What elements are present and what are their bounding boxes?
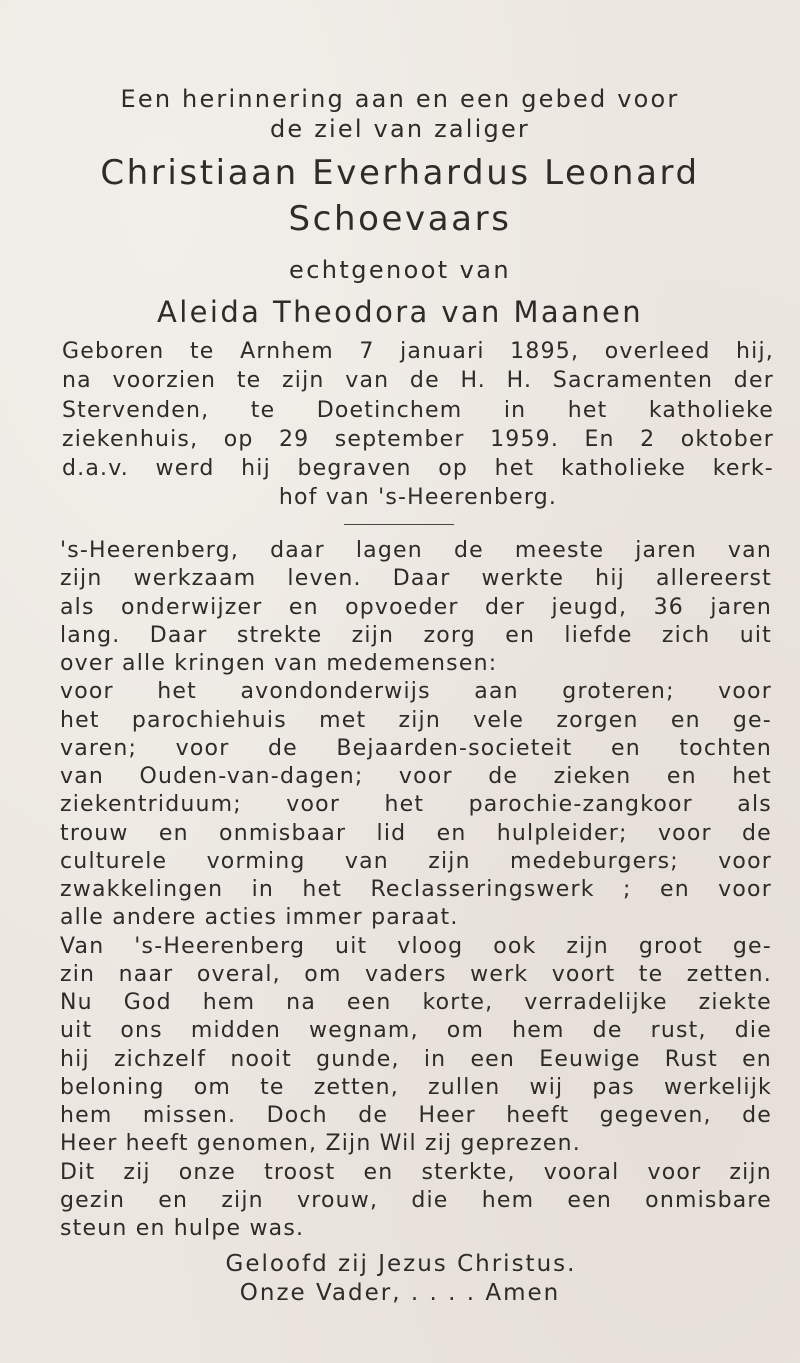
- tribute-line: Heer heeft genomen, Zijn Wil zij geprezen.: [60, 1131, 581, 1157]
- deceased-name-line-1: Christiaan Everhardus Leonard: [100, 153, 700, 193]
- biography-paragraph: [62, 337, 774, 513]
- tribute-line: trouw en onmisbaar lid en hulpleider; voor de: [60, 820, 772, 846]
- deceased-name-line-2: Schoevaars: [288, 199, 512, 239]
- closing-line-2: Onze Vader, . . . . Amen: [239, 1280, 561, 1306]
- tribute-line: zin naar overal, om vaders werk voort te zetten.: [60, 961, 772, 987]
- spouse-label: echtgenoot van: [289, 256, 511, 284]
- tribute-line: steun en hulpe was.: [60, 1216, 305, 1241]
- section-divider: [344, 524, 454, 525]
- tribute-line: alle andere acties immer paraat.: [60, 905, 459, 931]
- tribute-line: hem missen. Doch de Heer heeft gegeven, de: [60, 1103, 772, 1128]
- tribute-line: beloning om te zetten, zullen wij pas werkelijk: [60, 1074, 772, 1100]
- tribute-line: zijn werkzaam leven. Daar werkte hij allereerst: [60, 566, 772, 592]
- tribute-line: Van 's-Heerenberg uit vloog ook zijn groot ge-: [60, 933, 772, 959]
- closing-prayer: [0, 1250, 800, 1308]
- tribute-line: culturele vorming van zijn medeburgers; voor: [60, 848, 772, 874]
- tribute-line: van Ouden-van-dagen; voor de zieken en het: [60, 764, 772, 789]
- tribute-line: ziekentriduum; voor het parochie-zangkoor als: [60, 792, 772, 818]
- tribute-line: 's-Heerenberg, daar lagen de meeste jaren van: [60, 538, 772, 563]
- bio-line: Stervenden, te Doetinchem in het katholieke: [62, 397, 774, 423]
- bio-line: Geboren te Arnhem 7 januari 1895, overleed hij,: [62, 339, 774, 364]
- bio-line: ziekenhuis, op 29 september 1959. En 2 oktober: [62, 426, 774, 452]
- tribute-line: gezin en zijn vrouw, die hem een onmisbare: [60, 1187, 772, 1213]
- tribute-line: het parochiehuis met zijn vele zorgen en ge-: [60, 707, 772, 733]
- closing-line-1: Geloofd zij Jezus Christus.: [225, 1251, 577, 1277]
- intro-text: [0, 84, 800, 144]
- tribute-line: lang. Daar strekte zijn zorg en liefde zich uit: [60, 622, 772, 648]
- tribute-line: varen; voor de Bejaarden-societeit en tochten: [60, 735, 772, 761]
- tribute-line: zwakkelingen in het Reclasseringswerk ; en voor: [60, 877, 772, 902]
- deceased-name: [0, 150, 800, 242]
- tribute-line: Dit zij onze troost en sterkte, vooral voor zijn: [60, 1159, 772, 1185]
- bio-line: hof van 's-Heerenberg.: [278, 485, 558, 511]
- tribute-line: over alle kringen van medemensen:: [60, 651, 498, 676]
- tribute-line: Nu God hem na een korte, verradelijke ziekte: [60, 990, 772, 1015]
- bio-line: d.a.v. werd hij begraven op het katholieke kerk-: [62, 456, 774, 482]
- bio-line: na voorzien te zijn van de H. H. Sacramenten der: [62, 368, 774, 394]
- tribute-line: uit ons midden wegnam, om hem de rust, die: [60, 1018, 772, 1044]
- tribute-paragraph: [60, 537, 772, 1243]
- tribute-line: voor het avondonderwijs aan groteren; voor: [60, 679, 772, 705]
- intro-line-1: Een herinnering aan en een gebed voor: [120, 85, 680, 113]
- tribute-line: als onderwijzer en opvoeder der jeugd, 36 jaren: [60, 594, 772, 620]
- tribute-line: hij zichzelf nooit gunde, in een Eeuwige Rust en: [60, 1046, 772, 1072]
- intro-line-2: de ziel van zaliger: [269, 115, 530, 143]
- spouse-name: Aleida Theodora van Maanen: [156, 295, 644, 329]
